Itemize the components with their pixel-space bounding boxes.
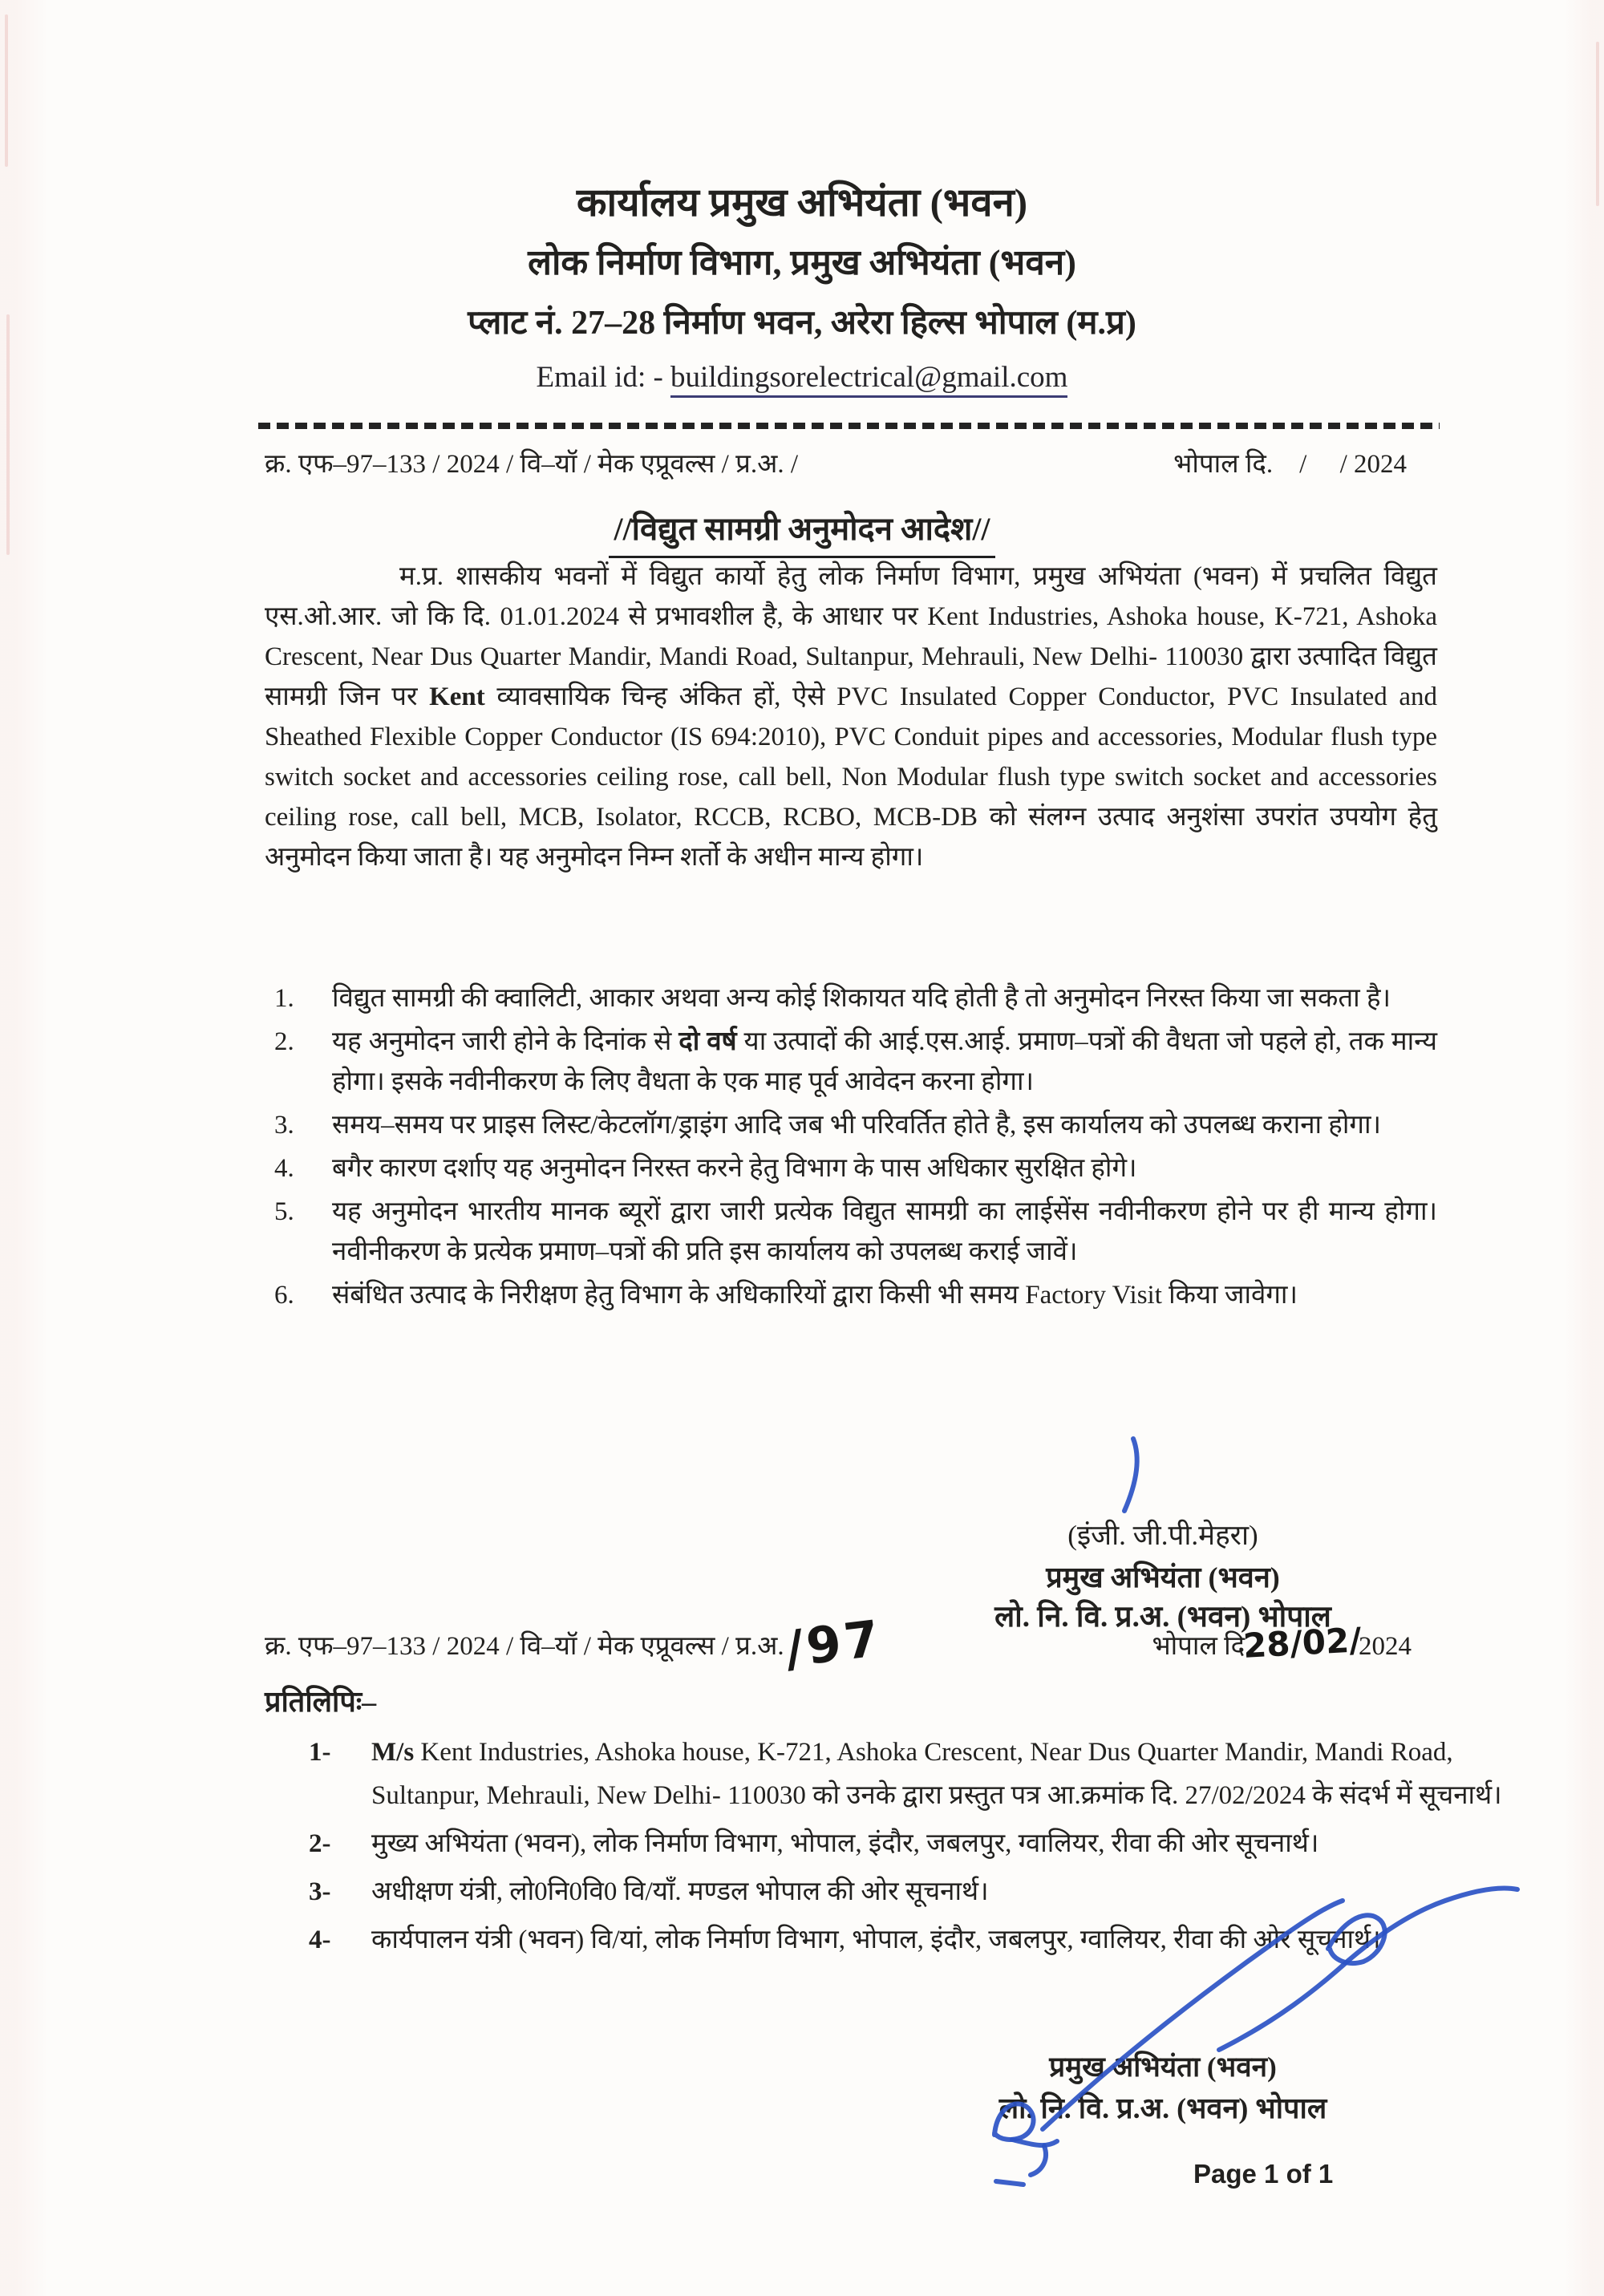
para-seg: व्यावसायिक चिन्ह अंकित हों, ऐसे (484, 682, 837, 711)
term-item (274, 978, 1437, 1018)
term-number: 4. (274, 1154, 294, 1183)
term-text (332, 1022, 1437, 1102)
page-number: Page 1 of 1 (1193, 2159, 1334, 2189)
letterhead (0, 173, 1604, 403)
department-name: लोक निर्माण विभाग, प्रमुख अभियंता (भवन) (528, 243, 1076, 282)
term-item (274, 1105, 1437, 1145)
term-text: विद्युत सामग्री की क्वालिटी, आकार अथवा अन्य कोई शिकायत यदि होती है तो अनुमोदन निरस्त किया जा सकता है। (332, 984, 1391, 1013)
copy-number: 4- (309, 1925, 331, 1954)
signatory-designation: प्रमुख अभियंता (भवन) (1046, 1561, 1280, 1593)
copy-text: कार्यपालन यंत्री (भवन) वि/यां, लोक निर्माण विभाग, भोपाल, इंदौर, जबलपुर, ग्वालियर, रीवा की ओर सूचनार्थ। (371, 1925, 1381, 1954)
body-paragraph (265, 557, 1437, 877)
term-number: 6. (274, 1281, 294, 1310)
ref-number-text: क्र. एफ–97–133 / 2024 / वि–यॉ / मेक एप्रूवल्स / प्र.अ. (265, 1632, 784, 1661)
signature-stroke-bottom (1012, 2140, 1057, 2145)
signatory-name: (इंजी. जी.पी.मेहरा) (1067, 1520, 1258, 1551)
date-prefix: भोपाल दि. (1152, 1632, 1252, 1661)
terms-list (274, 978, 1437, 1318)
signature-block-top (922, 1514, 1404, 1638)
reference-row-top (265, 446, 1436, 483)
signatory-office: लो. नि. वि. प्र.अ. (भवन) भोपाल (994, 1601, 1331, 1634)
copies-label: प्रतिलिपिः– (265, 1686, 377, 1718)
product-list: PVC Insulated Copper Conductor, PVC Insulated and Sheathed Flexible Copper Conductor (IS 694:2010), PVC Conduit pipes and accessories, Modular flush type switch socket and accessories ceiling rose, call bell, Non Modular flush type switch socket and accessories ceiling rose, call bell, MCB, Isolator, RCCB, RCBO, MCB-DB (265, 682, 1438, 832)
email-line (0, 353, 1604, 403)
date-year: 2024 (1359, 1632, 1412, 1661)
term-number: 2. (274, 1027, 294, 1056)
signature-stroke-bottom (996, 2181, 1023, 2185)
term-item (274, 1192, 1437, 1272)
copy-number: 1- (309, 1738, 331, 1767)
signature-stroke-bottom (1031, 2146, 1046, 2175)
validity-period: दो वर्ष (678, 1027, 737, 1056)
scan-artifact (5, 14, 8, 167)
copy-number: 2- (309, 1829, 331, 1858)
term-seg: किया जावेगा। (1161, 1281, 1298, 1310)
term-seg: या उत्पादों की आई.एस.आई. प्रमाण–पत्रों की वैधता जो पहले हो, तक मान्य होगा। इसके नवीनीकरण के लिए वैधता के एक माह पूर्व आवेदन करना होगा। (332, 1027, 1437, 1096)
term-text: समय–समय पर प्राइस लिस्ट/केटलॉग/ड्राइंग आदि जब भी परिवर्तित होते है, इस कार्यालय को उपलब्ध कराना होगा। (332, 1111, 1382, 1140)
signature-stroke-top (1124, 1439, 1137, 1511)
term-text: यह अनुमोदन भारतीय मानक ब्यूरों द्वारा जारी प्रत्येक विद्युत सामग्री का लाईसेंस नवीनीकरण होने पर ही मान्य होगा। नवीनीकरण के प्रत्येक प्रमाण–पत्रों की प्रति इस कार्यालय को उपलब्ध कराई जावें। (332, 1197, 1437, 1266)
supplier-name-address: Kent Industries, Ashoka house, K-721, Ashoka Crescent, Near Dus Quarter Mandir, Mandi Road, Sultanpur, Mehrauli, New Delhi- 110030 (265, 602, 1437, 671)
title-wrap (0, 505, 1604, 558)
ref-number-bottom (265, 1608, 885, 1679)
letter-title: //विद्युत सामग्री अनुमोदन आदेश// (609, 505, 994, 558)
term-number: 5. (274, 1197, 294, 1226)
copy-item (309, 1918, 1562, 1962)
copy-item (309, 1731, 1562, 1817)
copy-text: अधीक्षण यंत्री, लो0नि0वि0 वि/याँ. मण्डल भोपाल की ओर सूचनार्थ। (371, 1877, 989, 1906)
brand-name: Kent (429, 682, 485, 711)
email-address: buildingsorelectrical@gmail.com (670, 361, 1067, 398)
term-number: 3. (274, 1111, 294, 1140)
para-seg: द्वारा उत्पादित विद्युत सामग्री जिन पर (265, 642, 1437, 711)
para-seg: म.प्र. शासकीय भवनों में विद्युत कार्यो हेतु लोक निर्माण विभाग, प्रमुख अभियंता (भवन) में प्रचलित विद्युत एस.ओ.आर. जो कि दि. 01.01.2024 से प्रभावशील है, के आधार पर (265, 562, 1437, 631)
place-date-signed (1152, 1620, 1412, 1666)
address-line: प्लाट नं. 27–28 निर्माण भवन, अरेरा हिल्स भोपाल (म.प्र) (468, 305, 1136, 342)
para-seg: को संलग्न उत्पाद अनुशंसा उपरांत उपयोग हेतु अनुमोदन किया जाता है। यह अनुमोदन निम्न शर्तो के अधीन मान्य होगा। (265, 803, 1438, 872)
ms-prefix: M/s (371, 1738, 415, 1767)
term-seg: संबंधित उत्पाद के निरीक्षण हेतु विभाग के अधिकारियों द्वारा किसी भी समय (332, 1281, 1026, 1310)
copies-list (309, 1731, 1562, 1966)
term-seg: यह अनुमोदन जारी होने के दिनांक से (332, 1027, 679, 1056)
signatory-designation: प्रमुख अभियंता (भवन) (1049, 2051, 1277, 2083)
copy-text: मुख्य अभियंता (भवन), लोक निर्माण विभाग, भोपाल, इंदौर, जबलपुर, ग्वालियर, रीवा की ओर सूचनार्थ। (371, 1829, 1319, 1858)
ref-number-top: क्र. एफ–97–133 / 2024 / वि–यॉ / मेक एप्रूवल्स / प्र.अ. / (265, 450, 798, 479)
term-text: बगैर कारण दर्शाए यह अनुमोदन निरस्त करने हेतु विभाग के पास अधिकार सुरक्षित होगे। (332, 1154, 1137, 1183)
term-item (274, 1148, 1437, 1188)
signatory-office: लो. नि. वि. प्र.अ. (भवन) भोपाल (998, 2092, 1327, 2124)
factory-visit-text: Factory Visit (1025, 1281, 1162, 1310)
copy-seg: Kent Industries, Ashoka house, K-721, Ashoka Crescent, Near Dus Quarter Mandir, Mandi Road, Sultanpur, Mehrauli, New Delhi- 110030 को उनके द्वारा प्रस्तुत पत्र आ.क्रमांक दि. 27/02/2024 के संदर्भ में सूचनार्थ। (371, 1738, 1502, 1810)
copy-text (371, 1731, 1562, 1817)
term-text (332, 1275, 1437, 1315)
term-item (274, 1275, 1437, 1315)
office-name: कार्यालय प्रमुख अभियंता (भवन) (576, 180, 1028, 225)
term-number: 1. (274, 984, 294, 1013)
signature-block-bottom (930, 2047, 1395, 2128)
term-item (274, 1022, 1437, 1102)
copy-number: 3- (309, 1877, 331, 1906)
handwritten-serial-number: /97 (781, 1608, 885, 1679)
place-date-top: भोपाल दि. / / 2024 (1173, 450, 1407, 479)
copy-item (309, 1822, 1562, 1865)
email-label: Email id: - (536, 361, 671, 394)
dashed-separator (258, 423, 1440, 429)
copy-item (309, 1870, 1562, 1913)
handwritten-date: 28/02/ (1242, 1620, 1363, 1666)
